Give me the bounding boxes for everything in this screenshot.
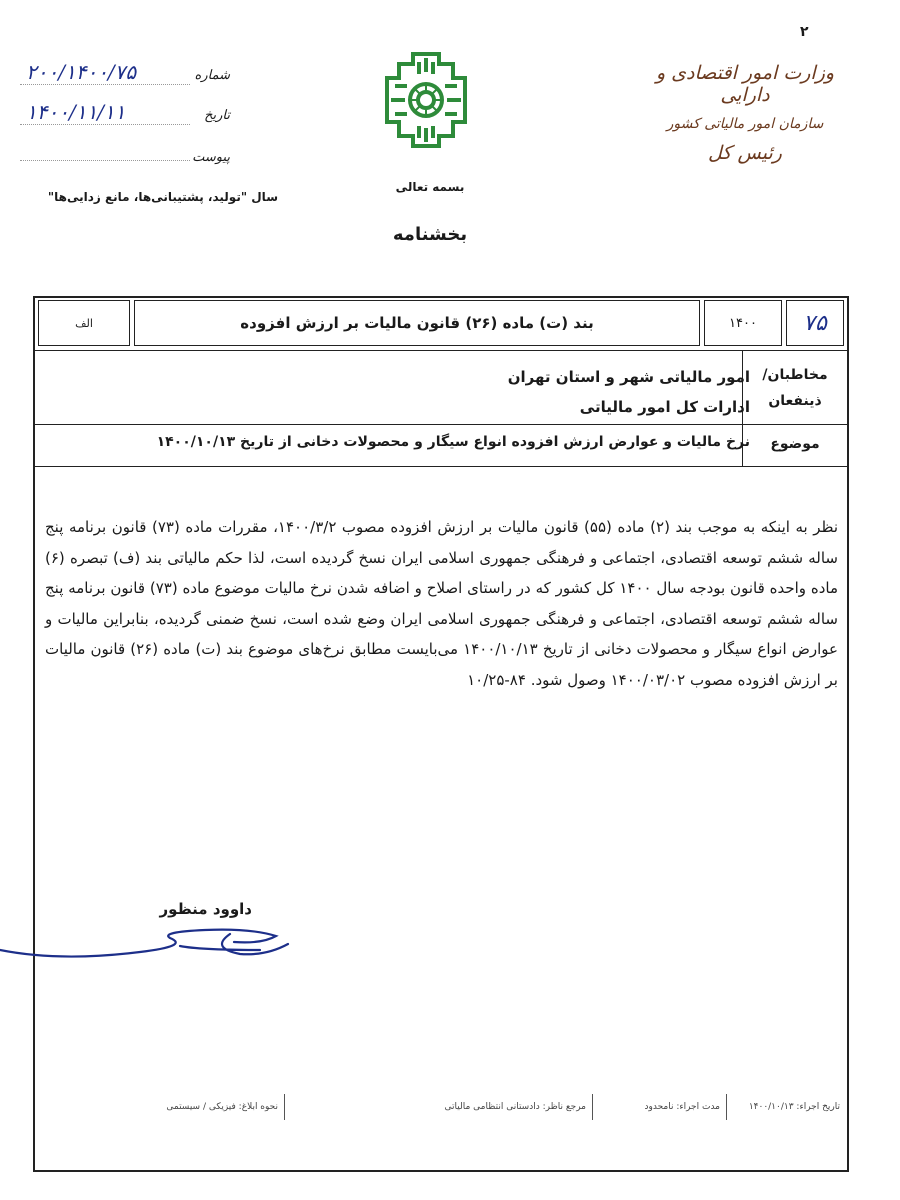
- signer-name: داوود منظور: [159, 900, 252, 918]
- date-value: ۱۴۰۰/۱۱/۱۱: [20, 100, 190, 125]
- recipients-list: [190, 362, 750, 422]
- year-slogan: سال "تولید، پشتیبانی‌ها، مانع زدایی‌ها": [47, 190, 278, 204]
- number-label: شماره: [194, 68, 230, 83]
- footer-authority: مرجع ناظر: دادستانی انتظامی مالیاتی: [284, 1094, 592, 1120]
- ministry-header: [630, 62, 860, 164]
- meta-attachment-row: [20, 140, 230, 180]
- circular-footer: [36, 1094, 846, 1120]
- divider: [33, 350, 849, 351]
- circular-series-box: الف: [38, 300, 130, 346]
- page-number: ۲: [800, 24, 809, 40]
- document-title: بخشنامه: [392, 224, 468, 245]
- number-value: ۲۰۰/۱۴۰۰/۷۵: [20, 60, 190, 85]
- recipient-item: ادارات کل امور مالیاتی: [579, 398, 750, 416]
- circular-frame: [33, 296, 849, 1172]
- circular-year-box: ۱۴۰۰: [704, 300, 782, 346]
- circular-body: نظر به اینکه به موجب بند (۲) ماده (۵۵) قانون مالیات بر ارزش افزوده مصوب ۱۴۰۰/۳/۲، مقررات ماده (۷۳) قانون برنامه پنج ساله ششم توسعه اقتصادی، اجتماعی و فرهنگی جمهوری اسلامی ایران نسخ گردیده است، لذا حکم مالیاتی بند (ف) تبصره (۶) ماده واحده قانون بودجه سال ۱۴۰۰ کل کشور که در راستای اصلاح و اضافه شدن نرخ مالیات موضوع ماده (۷۳) قانون برنامه پنج ساله ششم توسعه اقتصادی، اجتماعی و فرهنگی جمهوری اسلامی ایران وضع شده است، نسخ ضمنی گردیده، بنابراین مالیات و عوارض انواع سیگار و محصولات دخانی از تاریخ ۱۴۰۰/۱۰/۱۳ می‌بایست مطابق نرخ‌های موضوع بند (ت) ماده (۲۶) قانون مالیات بر ارزش افزوده مصوب ۱۴۰۰/۰۳/۰۲ وصول شود. ۸۴-۱۰/۲۵: [45, 518, 839, 689]
- footer-validity: مدت اجراء: نامحدود: [592, 1094, 726, 1120]
- circular-number-box: ۷۵: [786, 300, 844, 346]
- date-label: تاریخ: [204, 108, 230, 123]
- footer-delivery: نحوه ابلاغ: فیزیکی / سیستمی: [166, 1102, 278, 1112]
- organization-name: سازمان امور مالیاتی کشور: [666, 116, 824, 132]
- meta-date-row: [20, 100, 230, 140]
- circular-title-box: بند (ت) ماده (۲۶) قانون مالیات بر ارزش افزوده: [134, 300, 700, 346]
- recipient-item: امور مالیاتی شهر و استان تهران: [507, 368, 750, 386]
- subject-text: نرخ مالیات و عوارض ارزش افزوده انواع سیگار و محصولات دخانی از تاریخ ۱۴۰۰/۱۰/۱۳: [156, 434, 750, 450]
- head-title: رئیس کل: [708, 142, 782, 164]
- divider: [33, 424, 849, 425]
- attachment-label: پیوست: [192, 150, 230, 165]
- document-meta: [20, 60, 230, 180]
- subject-label: موضوع: [770, 436, 820, 452]
- footer-issue-date: تاریخ اجراء: ۱۴۰۰/۱۰/۱۳: [726, 1094, 846, 1120]
- emblem-logo: [383, 50, 469, 150]
- ministry-name: وزارت امور اقتصادی و دارایی: [655, 62, 835, 106]
- signature-mark: [0, 910, 290, 1000]
- bismillah: بسمه تعالی: [395, 180, 465, 194]
- meta-number-row: [20, 60, 230, 100]
- recipients-label: مخاطبان/ ذینفعان: [762, 367, 828, 409]
- divider: [33, 466, 849, 467]
- attachment-value: [20, 140, 190, 161]
